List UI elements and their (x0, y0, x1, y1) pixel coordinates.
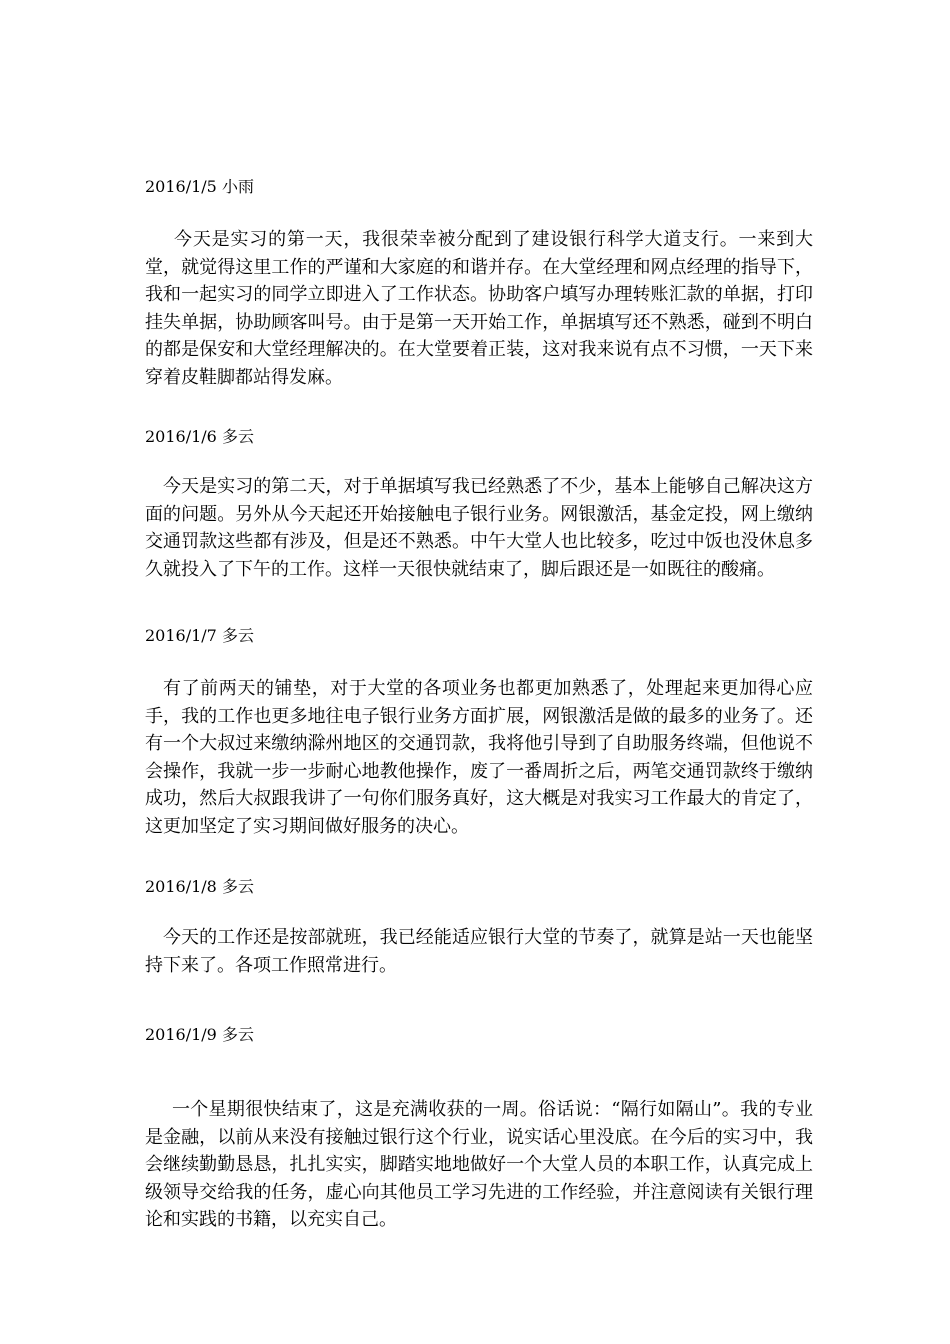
entry-date: 2016/1/9 多云 (145, 1025, 254, 1044)
entry-paragraph: 有了前两天的铺垫，对于大堂的各项业务也都更加熟悉了，处理起来更加得心应手，我的工作也更多地往电子银行业务方面扩展，网银激活是做的最多的业务了。还有一个大叔过来缴纳滁州地区的交通罚款，我将他引导到了自助服务终端，但他说不会操作，我就一步一步耐心地教他操作，废了一番周折之后，两笔交通罚款终于缴纳成功，然后大叔跟我讲了一句你们服务真好，这大概是对我实习工作最大的肯定了，这更加坚定了实习期间做好服务的决心。 (145, 678, 813, 837)
entry-paragraph: 今天的工作还是按部就班，我已经能适应银行大堂的节奏了，就算是站一天也能坚持下来了。各项工作照常进行。 (145, 927, 813, 976)
entry-paragraph: 今天是实习的第二天，对于单据填写我已经熟悉了不少，基本上能够自己解决这方面的问题。另外从今天起还开始接触电子银行业务。网银激活，基金定投，网上缴纳交通罚款这些都有涉及，但是还不熟悉。中午大堂人也比较多，吃过中饭也没休息多久就投入了下午的工作。这样一天很快就结束了，脚后跟还是一如既往的酸痛。 (145, 476, 813, 580)
entry-paragraph: 今天是实习的第一天，我很荣幸被分配到了建设银行科学大道支行。一来到大堂，就觉得这里工作的严谨和大家庭的和谐并存。在大堂经理和网点经理的指导下，我和一起实习的同学立即进入了工作状态。协助客户填写办理转账汇款的单据，打印挂失单据，协助顾客叫号。由于是第一天开始工作，单据填写还不熟悉，碰到不明白的都是保安和大堂经理解决的。在大堂要着正装，这对我来说有点不习惯，一天下来穿着皮鞋脚都站得发麻。 (145, 229, 813, 388)
entry-date: 2016/1/5 小雨 (145, 177, 254, 196)
entry-date: 2016/1/7 多云 (145, 626, 254, 645)
entry-date: 2016/1/6 多云 (145, 427, 254, 446)
entry-paragraph: 一个星期很快结束了，这是充满收获的一周。俗话说：“隔行如隔山”。我的专业是金融，以前从来没有接触过银行这个行业，说实话心里没底。在今后的实习中，我会继续勤勤恳恳，扎扎实实，脚踏实地地做好一个大堂人员的本职工作，认真完成上级领导交给我的任务，虚心向其他员工学习先进的工作经验，并注意阅读有关银行理论和实践的书籍，以充实自己。 (145, 1099, 813, 1230)
entry-date: 2016/1/8 多云 (145, 877, 254, 896)
